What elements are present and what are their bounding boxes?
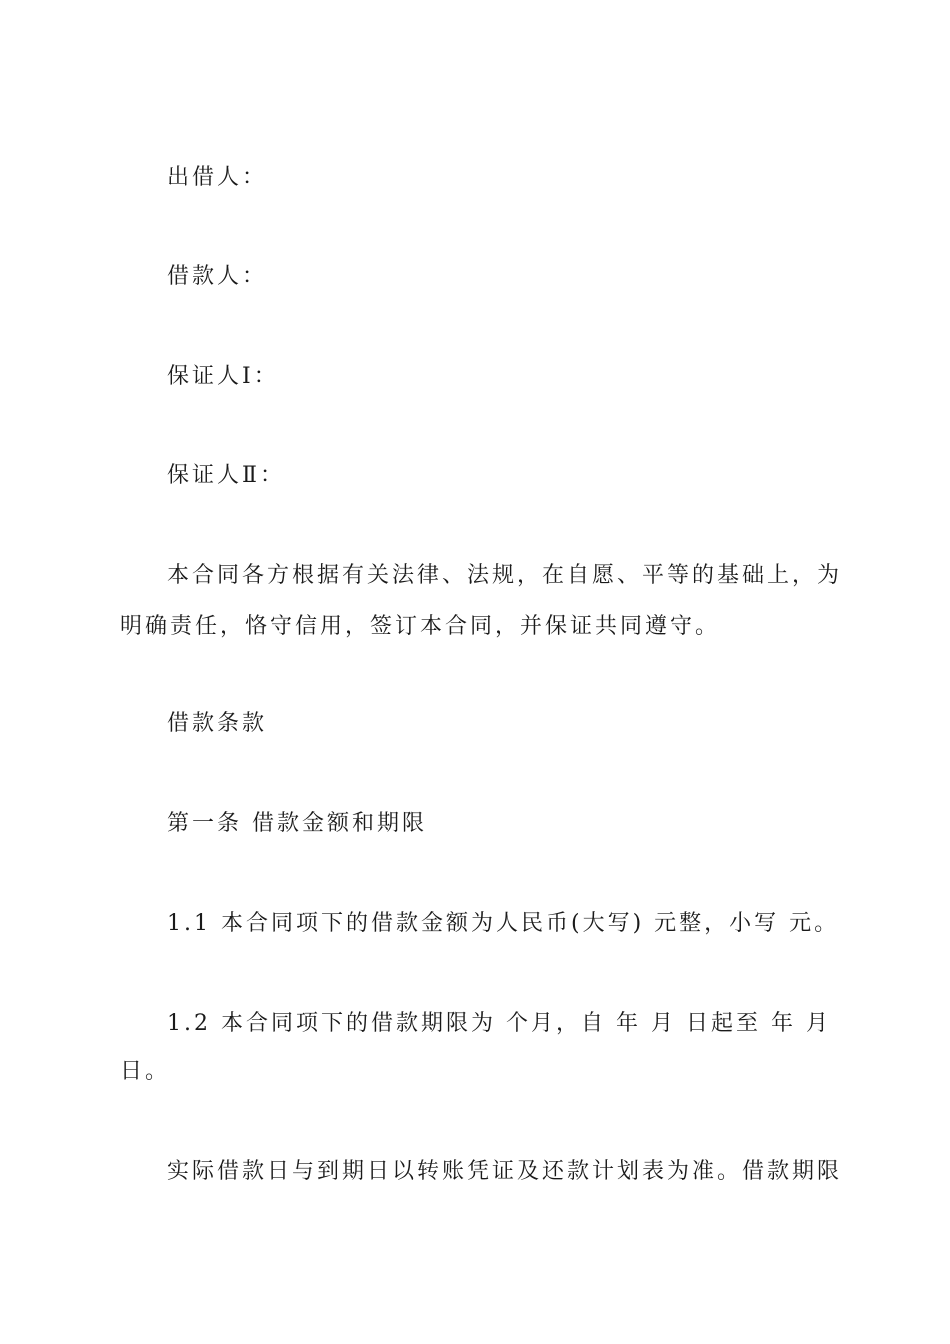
article-1-title: 第一条 借款金额和期限 xyxy=(167,811,427,836)
guarantor-2-label: 保证人Ⅱ： xyxy=(167,463,285,488)
clause-1-2-line-1: 1.2 本合同项下的借款期限为 个月，自 年 月 日起至 年 月 xyxy=(167,1011,831,1036)
section-title: 借款条款 xyxy=(167,711,268,736)
preamble-line-1: 本合同各方根据有关法律、法规，在自愿、平等的基础上，为 xyxy=(167,563,843,588)
clause-actual-dates: 实际借款日与到期日以转账凭证及还款计划表为准。借款期限 xyxy=(167,1159,843,1184)
preamble-line-2: 明确责任，恪守信用，签订本合同，并保证共同遵守。 xyxy=(120,614,721,639)
lender-label: 出借人： xyxy=(167,165,268,190)
guarantor-1-label: 保证人Ⅰ： xyxy=(167,364,279,389)
clause-1-1: 1.1 本合同项下的借款金额为人民币(大写) 元整，小写 元。 xyxy=(167,911,840,936)
borrower-label: 借款人： xyxy=(167,264,268,289)
clause-1-2-line-2: 日。 xyxy=(120,1059,171,1084)
